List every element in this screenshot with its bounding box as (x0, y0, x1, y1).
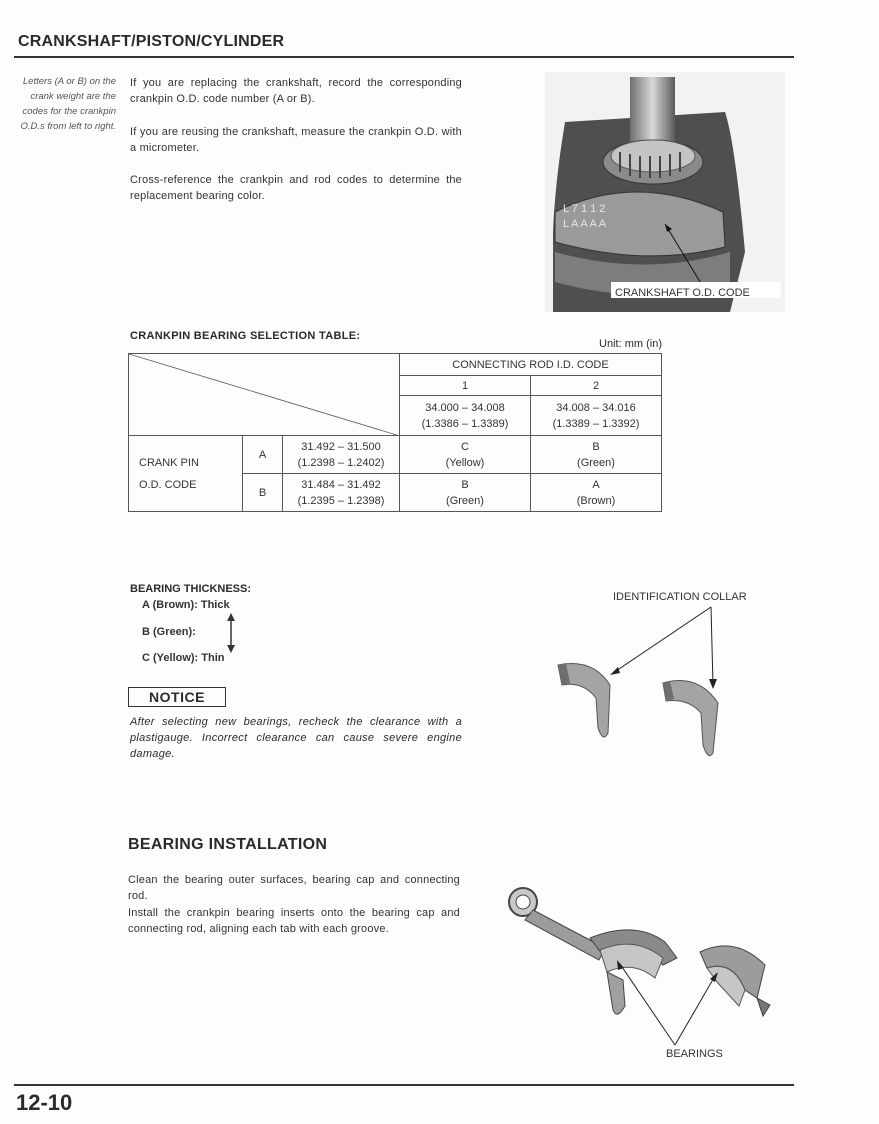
thickness-line-a: A (Brown): Thick (142, 599, 230, 611)
connecting-rod-figure (495, 880, 785, 1050)
rowA-code: A (243, 436, 283, 474)
crankpin-bearing-selection-table (128, 353, 662, 512)
cell-A1 (400, 436, 531, 474)
bearing-shells-figure (548, 603, 788, 763)
intro-paragraph-3: Cross-reference the crankpin and rod codes to determine the replacement bearing color. (130, 174, 462, 202)
installation-heading: BEARING INSTALLATION (128, 836, 328, 853)
unit-label: Unit: mm (in) (599, 338, 662, 350)
rowB-range-mm: 31.484 – 31.492 (301, 478, 381, 491)
thickness-line-b: B (Green): (142, 626, 196, 638)
rowB-code: B (243, 474, 283, 512)
cell-A1-code: C (461, 440, 469, 453)
thickness-line-c: C (Yellow): Thin (142, 652, 225, 664)
col1-code: 1 (400, 376, 531, 396)
diagonal-corner-cell (129, 354, 400, 436)
rowB-range-in: (1.2395 – 1.2398) (297, 494, 385, 507)
col2-range-cell (531, 396, 662, 436)
cell-B1 (400, 474, 531, 512)
cell-B1-color: (Green) (446, 494, 484, 507)
rowA-range-mm: 31.492 – 31.500 (301, 440, 381, 453)
col2-range-mm: 34.008 – 34.016 (556, 401, 636, 414)
notice-label: NOTICE (128, 687, 226, 707)
margin-note: Letters (A or B) on the crank weight are the codes for the crankpin O.D.s from left to right. (20, 76, 116, 132)
col1-range-mm: 34.000 – 34.008 (425, 401, 505, 414)
intro-paragraph-2: If you are reusing the crankshaft, measure the crankpin O.D. with a micrometer. (130, 126, 462, 154)
crank-code-marks-top: L 7 1 1 2 (563, 203, 606, 215)
header-rule (14, 56, 794, 58)
col2-code: 2 (531, 376, 662, 396)
rowA-range-in: (1.2398 – 1.2402) (297, 456, 385, 469)
row-group-header (129, 436, 243, 512)
col1-range-in: (1.3386 – 1.3389) (421, 417, 509, 430)
row-group-line1: CRANK PIN (139, 456, 199, 469)
cell-B2-code: A (592, 478, 600, 491)
cell-A2-code: B (592, 440, 600, 453)
table-title: CRANKPIN BEARING SELECTION TABLE: (130, 330, 361, 342)
rowB-range-cell (283, 474, 400, 512)
cell-B2 (531, 474, 662, 512)
row-group-line2: O.D. CODE (139, 478, 197, 491)
cell-A1-color: (Yellow) (445, 456, 485, 469)
cell-A2 (531, 436, 662, 474)
installation-paragraph-1: Clean the bearing outer surfaces, bearing cap and connecting rod. (128, 874, 460, 902)
page-title: CRANKSHAFT/PISTON/CYLINDER (18, 33, 285, 50)
identification-collar-label: IDENTIFICATION COLLAR (613, 591, 747, 603)
installation-paragraph-2: Install the crankpin bearing inserts onto the bearing cap and connecting rod, aligning each tab with each groove. (128, 907, 460, 935)
crankshaft-photo (545, 72, 785, 312)
col2-range-in: (1.3389 – 1.3392) (552, 417, 640, 430)
rowA-range-cell (283, 436, 400, 474)
notice-text: After selecting new bearings, recheck the clearance with a plastigauge. Incorrect clearance can cause severe engine damage. (130, 716, 462, 760)
cell-B2-color: (Brown) (576, 494, 616, 507)
bearing-thickness-title: BEARING THICKNESS: (130, 583, 252, 595)
cell-A2-color: (Green) (577, 456, 615, 469)
crank-code-marks-bottom: L A A A A (563, 218, 607, 230)
thickness-arrow-icon (224, 613, 238, 653)
page-number: 12-10 (16, 1090, 73, 1115)
crankshaft-od-code-label: CRANKSHAFT O.D. CODE (615, 287, 750, 299)
bearings-label: BEARINGS (666, 1048, 723, 1060)
cell-B1-code: B (461, 478, 469, 491)
intro-paragraph-1: If you are replacing the crankshaft, record the corresponding crankpin O.D. code number (A or B). (130, 77, 462, 105)
col-group-header: CONNECTING ROD I.D. CODE (400, 354, 662, 376)
col1-range-cell (400, 396, 531, 436)
footer-rule (14, 1084, 794, 1086)
